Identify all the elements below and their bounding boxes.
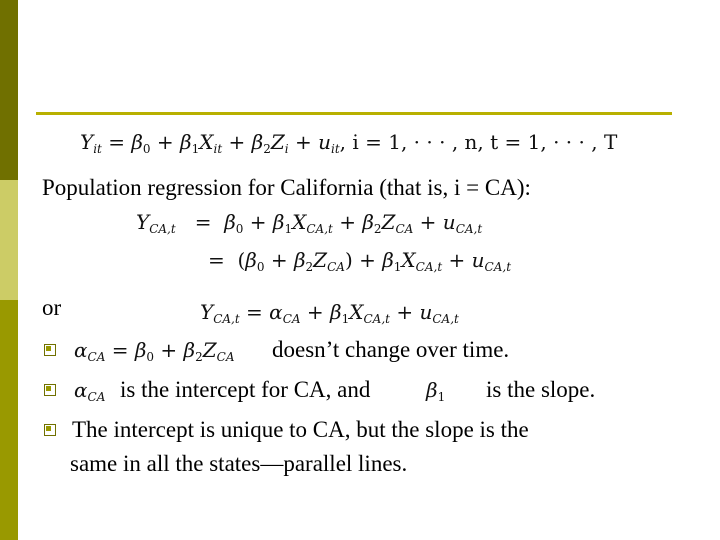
bullet-2-text-a: is the intercept for CA, and bbox=[120, 377, 371, 402]
sidebar-accent-bottom bbox=[0, 300, 18, 540]
bullet-2-beta: $\beta_1$ bbox=[426, 378, 446, 404]
or-label: or bbox=[42, 295, 62, 320]
sidebar-accent-top bbox=[0, 0, 18, 180]
population-regression-line: Population regression for California (that is, i = CA): bbox=[42, 175, 531, 200]
general-equation-index: , i = 1, · · · , n, t = 1, · · · , T bbox=[339, 130, 618, 154]
bullet-2-alpha: $\alpha_{CA}$ bbox=[74, 378, 106, 404]
alpha-equation: $Y_{CA,t} = \alpha_{CA} + \beta_1X_{CA,t} + u_{CA,t}$ bbox=[200, 300, 459, 326]
bullet-1-text: doesn’t change over time. bbox=[272, 337, 510, 362]
sidebar-accent-middle bbox=[0, 180, 18, 300]
bullet-3-text-line-1: The intercept is unique to CA, but the slope is the bbox=[72, 417, 529, 442]
bullet-marker-3 bbox=[44, 424, 56, 436]
title-divider bbox=[36, 112, 672, 115]
ca-equation-line-1: $Y_{CA,t} = \beta_0 + \beta_1X_{CA,t} + \beta_2Z_{CA} + u_{CA,t}$ bbox=[136, 210, 483, 236]
bullet-2-text-b: is the slope. bbox=[486, 377, 596, 402]
general-regression-equation: $Y_{it} = \beta_0 + \beta_1X_{it} + \beta_2Z_i + u_{it}$, i = 1, · · · , n, t = 1, · · · , T bbox=[80, 130, 618, 156]
ca-equation-line-2: = $(\beta_0 + \beta_2Z_{CA}) + \beta_1X_{CA,t} + u_{CA,t}$ bbox=[208, 248, 512, 274]
bullet-marker-2 bbox=[44, 384, 56, 396]
bullet-3-text-line-2: same in all the states—parallel lines. bbox=[70, 451, 408, 476]
bullet-1-formula: $\alpha_{CA} = \beta_0 + \beta_2Z_{CA}$ bbox=[74, 338, 235, 364]
bullet-marker-1 bbox=[44, 344, 56, 356]
